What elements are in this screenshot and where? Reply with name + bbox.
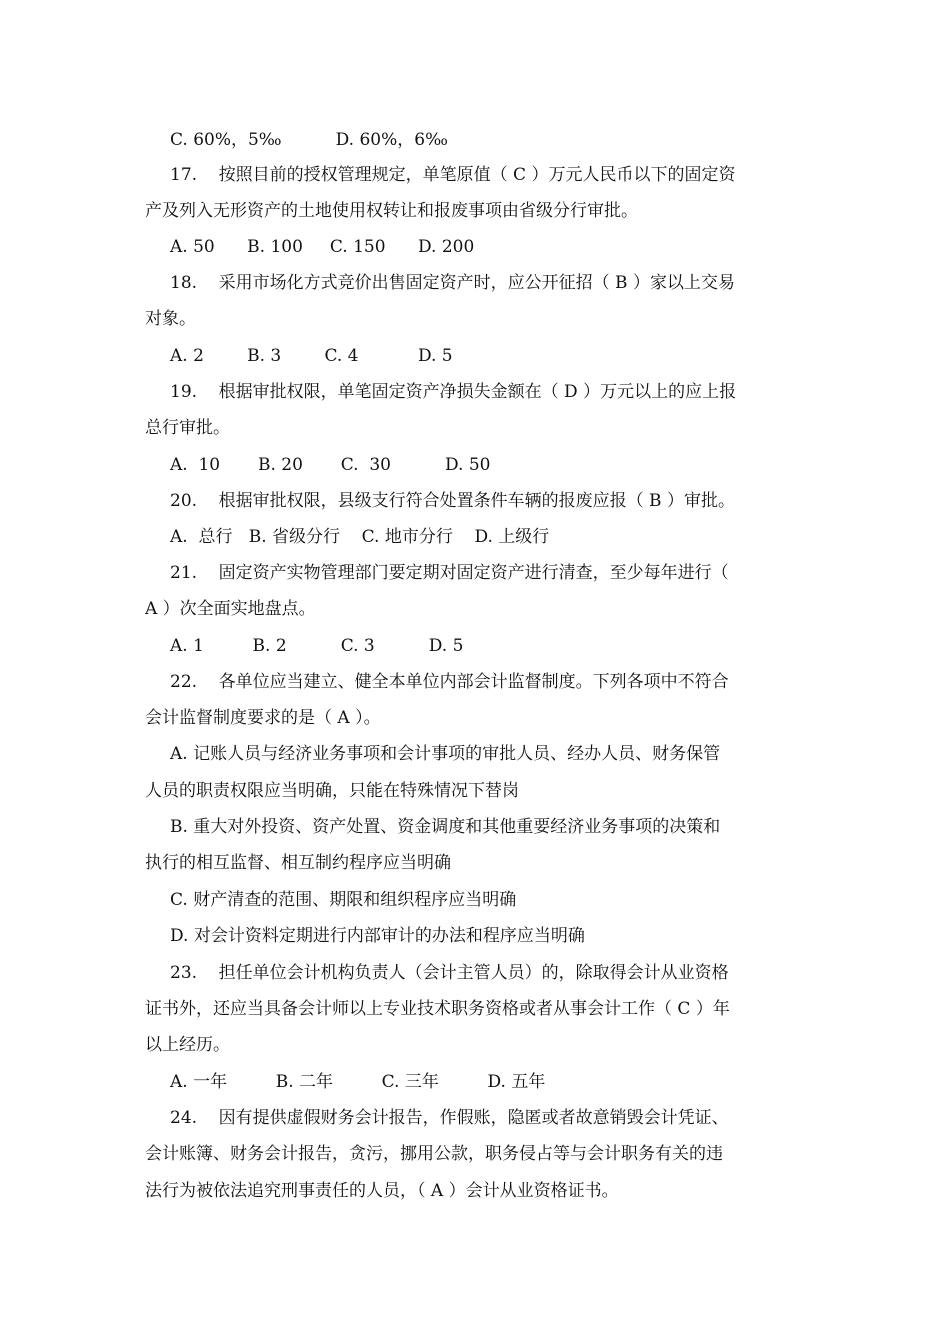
question-line: 18. 采用市场化方式竞价出售固定资产时，应公开征招（ B ）家以上交易 — [170, 273, 735, 293]
question-line: 24. 因有提供虚假财务会计报告，作假账，隐匿或者故意销毁会计凭证、 — [170, 1108, 729, 1128]
option-line: D. 对会计资料定期进行内部审计的办法和程序应当明确 — [170, 926, 585, 946]
option-line: A. 记账人员与经济业务事项和会计事项的审批人员、经办人员、财务保管 — [170, 744, 721, 764]
question-line: 总行审批。 — [145, 418, 230, 438]
question-line: 23. 担任单位会计机构负责人（会计主管人员）的，除取得会计从业资格 — [170, 963, 729, 983]
question-line: 会计账簿、财务会计报告，贪污，挪用公款，职务侵占等与会计职务有关的违 — [145, 1144, 723, 1164]
question-line: 19. 根据审批权限，单笔固定资产净损失金额在（ D ）万元以上的应上报 — [170, 382, 737, 402]
question-line: 17. 按照目前的授权管理规定，单笔原值（ C ）万元人民币以下的固定资 — [170, 165, 736, 185]
question-line: 21. 固定资产实物管理部门要定期对固定资产进行清查，至少每年进行（ — [170, 563, 729, 583]
question-line: 20. 根据审批权限，县级支行符合处置条件车辆的报废应报（ B ）审批。 — [170, 491, 735, 511]
question-line: 22. 各单位应当建立、健全本单位内部会计监督制度。下列各项中不符合 — [170, 672, 729, 692]
question-line: 以上经历。 — [145, 1035, 230, 1055]
question-line: 法行为被依法追究刑事责任的人员，（ A ）会计从业资格证书。 — [145, 1181, 619, 1201]
option-line: A. 2 B. 3 C. 4 D. 5 — [170, 346, 453, 366]
question-line: 证书外，还应当具备会计师以上专业技术职务资格或者从事会计工作（ C ）年 — [145, 999, 730, 1019]
option-line: A. 一年 B. 二年 C. 三年 D. 五年 — [170, 1072, 546, 1092]
option-line: A. 1 B. 2 C. 3 D. 5 — [170, 636, 464, 656]
option-line: 人员的职责权限应当明确，只能在特殊情况下替岗 — [145, 781, 519, 801]
option-line: A. 10 B. 20 C. 30 D. 50 — [170, 455, 491, 475]
question-line: 对象。 — [145, 309, 196, 329]
option-line: C. 财产清查的范围、期限和组织程序应当明确 — [170, 890, 517, 910]
option-line: A. 总行 B. 省级分行 C. 地市分行 D. 上级行 — [170, 527, 550, 547]
question-line: 会计监督制度要求的是（ A ）。 — [145, 708, 381, 728]
question-line: A ）次全面实地盘点。 — [145, 599, 316, 619]
option-line: C. 60%，5‰ D. 60%，6‰ — [170, 130, 448, 150]
question-line: 产及列入无形资产的土地使用权转让和报废事项由省级分行审批。 — [145, 201, 638, 221]
option-line: A. 50 B. 100 C. 150 D. 200 — [170, 237, 475, 257]
option-line: B. 重大对外投资、资产处置、资金调度和其他重要经济业务事项的决策和 — [170, 817, 721, 837]
option-line: 执行的相互监督、相互制约程序应当明确 — [145, 853, 451, 873]
